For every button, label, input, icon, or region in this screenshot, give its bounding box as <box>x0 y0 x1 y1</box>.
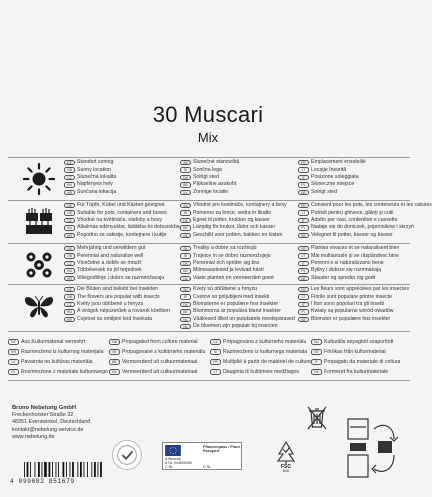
language-line <box>180 232 292 239</box>
language-line <box>298 308 410 315</box>
product-subtitle: Mix <box>197 130 219 145</box>
barcode-bar <box>27 462 29 477</box>
language-text: Egnet til potter, krukker og kasser <box>193 216 270 223</box>
language-text: Alkalmas edényekbe, ládákba és dobozokba <box>77 224 180 231</box>
language-line <box>298 252 410 259</box>
language-line <box>298 232 410 239</box>
language-code-badge: LT <box>210 369 221 375</box>
language-line <box>180 245 292 252</box>
language-text: Cvetovi so priljubljeni med insekti <box>193 293 270 300</box>
language-code-badge: FR <box>298 203 309 209</box>
origin-text: Razmnoženo iz kulturnog materijala <box>21 349 104 355</box>
language-line <box>298 286 410 293</box>
language-line <box>64 159 176 166</box>
language-code-badge: BE <box>180 225 191 231</box>
language-text: A virágok népszerűek a rovarok körében <box>77 308 170 315</box>
origin-line <box>8 368 108 376</box>
origin-text: Propagované z kultúrneho materiálu <box>122 349 206 355</box>
butterfly-icon <box>22 289 56 323</box>
language-line <box>298 260 410 267</box>
language-line <box>64 301 176 308</box>
language-line <box>298 174 410 181</box>
language-text: Sunny location <box>77 166 112 173</box>
language-line <box>298 181 410 188</box>
language-text: Velegnet til potter, kasser og kasser <box>311 231 393 238</box>
barcode-bar <box>77 462 78 477</box>
barcode-bar <box>35 462 36 477</box>
fsc-label: FSC <box>281 464 291 470</box>
language-text: Blommorna är populära bland insekter <box>193 308 281 315</box>
origin-text: Kulturális anyagból szaporított <box>324 339 394 345</box>
barcode-bar <box>72 462 74 477</box>
language-code-badge: IT <box>298 218 309 224</box>
barcode-bar <box>58 462 59 477</box>
origin-line <box>311 348 411 356</box>
barcode-bar <box>52 462 53 477</box>
language-line <box>180 267 292 274</box>
language-code-badge: PL <box>298 309 309 315</box>
language-code-badge: HR <box>64 190 75 196</box>
language-code-badge: SI <box>180 210 191 216</box>
language-text: Blomsterne er populære hos insekter <box>193 300 279 307</box>
language-line <box>298 245 410 252</box>
language-line <box>64 286 176 293</box>
language-code-badge: BE <box>180 268 191 274</box>
language-line <box>298 301 410 308</box>
barcode-bar <box>30 462 31 477</box>
language-code-badge: FR <box>298 287 309 293</box>
barcode-bar <box>24 462 25 477</box>
language-line <box>298 202 432 209</box>
language-line <box>180 308 292 315</box>
language-code-badge: NL <box>180 276 191 282</box>
language-code-badge: DE <box>64 246 75 252</box>
language-code-badge: LT <box>298 253 309 259</box>
language-text: Květy jsou oblíbené u hmyzu <box>77 300 144 307</box>
language-code-badge: HU <box>64 225 75 231</box>
language-code-badge: SK <box>180 287 191 293</box>
barcode-bar <box>44 462 47 477</box>
info-block-perennial <box>8 244 410 286</box>
language-code-badge: DE <box>64 287 75 293</box>
language-line <box>64 174 176 181</box>
language-text: Les fleurs sont appréciées par les insectes <box>311 286 410 293</box>
barcode-bar <box>42 462 43 477</box>
language-line <box>180 159 292 166</box>
origin-line <box>210 338 310 346</box>
certification-badge <box>112 440 142 470</box>
language-code-badge: SI <box>180 294 191 300</box>
company-website: www.nebelung.de <box>12 433 55 440</box>
language-line <box>64 217 176 224</box>
language-line <box>180 174 292 181</box>
origin-line <box>311 358 411 366</box>
language-code-badge: IT <box>298 175 309 181</box>
language-line <box>180 260 292 267</box>
company-address <box>12 405 152 441</box>
language-code-badge: SI <box>180 253 191 259</box>
info-block-insects <box>8 285 410 329</box>
language-text: De bloemen zijn populair bij insecten <box>193 323 278 330</box>
barcode-bar <box>38 462 40 477</box>
language-code-badge: GB <box>64 167 75 173</box>
barcode-bar <box>94 462 96 477</box>
language-text: Locaţie însorită <box>311 166 347 173</box>
language-code-badge: NL <box>180 324 191 330</box>
barcode-bar <box>84 462 85 477</box>
language-code-badge: IT <box>298 261 309 267</box>
language-code-badge: DK <box>180 175 191 181</box>
plant-passport <box>162 442 242 470</box>
language-line <box>180 315 295 323</box>
language-text: Trvalky a dobre sa rozširujú <box>193 245 257 252</box>
language-line <box>64 316 176 323</box>
origin-text: Rozmnożone z materiału kulturowego <box>21 369 108 375</box>
sun-icon <box>22 162 56 196</box>
language-line <box>298 159 410 166</box>
language-text: Convient pour les pots, les conteneurs et les caisses <box>311 202 432 209</box>
language-text: The flowers are popular with insects <box>77 293 160 300</box>
divider <box>8 380 410 381</box>
language-line <box>64 275 176 282</box>
language-code-badge: LV <box>8 359 19 365</box>
language-text: Emplacement ensoleillé <box>311 159 366 166</box>
language-code-badge: HU <box>64 182 75 188</box>
language-code-badge: GB <box>64 253 75 259</box>
barcode-bar <box>56 462 57 477</box>
passport-line-d: D NL <box>203 465 212 469</box>
language-line <box>298 267 410 274</box>
language-code-badge: GB <box>64 294 75 300</box>
language-code-badge: CZ <box>64 261 75 267</box>
language-line <box>180 224 292 231</box>
language-text: Mai multianuale şi se răspândesc bine <box>311 252 399 259</box>
language-code-badge: LT <box>298 294 309 300</box>
language-text: Potrivit pentru ghivece, găleţi şi cutii <box>311 209 394 216</box>
passport-line-a: A Muscari <box>165 457 181 461</box>
language-text: Nadaje się do doniczek, pojemników i skrzyń <box>311 224 414 231</box>
language-code-badge: SE <box>298 233 309 239</box>
origin-text: Propagated from culture material <box>122 339 198 345</box>
flowers-icon <box>22 248 56 282</box>
origin-line <box>8 358 108 366</box>
language-code-badge: SK <box>180 160 191 166</box>
language-text: Florile sunt populare printre insecte <box>311 293 393 300</box>
passport-line-b: B NL 944600289 <box>165 461 192 465</box>
language-line <box>180 166 292 173</box>
language-code-badge: BE <box>180 309 191 315</box>
planter-boxes-icon <box>22 205 56 239</box>
origin-line <box>109 348 209 356</box>
language-text: Kwiaty są popularne wśród owadów <box>311 308 394 315</box>
language-text: Napfényes hely <box>77 181 113 188</box>
language-text: Sunčana lokacija <box>77 188 117 195</box>
barcode-bar <box>98 462 99 477</box>
company-email: kontakt@nebelung-service.de <box>12 426 84 433</box>
language-code-badge: HU <box>64 268 75 274</box>
language-text: Zonnige locatie <box>193 188 229 195</box>
language-line <box>180 202 292 209</box>
language-text: Višegodišnje i dobro se razmnožavaju <box>77 274 165 281</box>
barcode-bar <box>80 462 82 477</box>
language-text: Kvety sú obľúbené u hmyzu <box>193 286 258 293</box>
language-line <box>64 224 180 231</box>
language-text: Perennial and naturalize well <box>77 252 144 259</box>
language-code-badge: SE <box>311 349 322 355</box>
language-line <box>298 316 410 323</box>
origin-text: Dauginta iš kultūrinės medžiagos <box>223 369 300 375</box>
language-line <box>180 275 292 282</box>
origin-line <box>109 368 209 376</box>
language-code-badge: BE <box>109 359 120 365</box>
language-line <box>298 217 410 224</box>
barcode-bar <box>91 462 92 477</box>
language-text: Blomster er populære hos insekter <box>311 315 391 322</box>
language-text: I fiori sono popolari tra gli insetti <box>311 300 384 307</box>
language-line <box>180 181 292 188</box>
language-text: Posizione soleggiata <box>311 173 359 180</box>
language-code-badge: FR <box>298 160 309 166</box>
check-icon <box>113 441 141 469</box>
language-code-badge: SI <box>180 167 191 173</box>
language-code-badge: HR <box>64 317 75 323</box>
language-text: Mitmeaastesed ja levivad hästi <box>193 267 264 274</box>
language-code-badge: LV <box>180 190 191 196</box>
language-code-badge: CZ <box>210 339 221 345</box>
language-code-badge: DE <box>64 203 75 209</box>
language-text: Vhodné pre kvetináče, kontajnery a boxy <box>193 202 287 209</box>
language-line <box>298 275 410 282</box>
language-code-badge: DE <box>64 160 75 166</box>
language-text: Solrigt sted <box>193 173 219 180</box>
language-code-badge: FR <box>298 246 309 252</box>
company-street: Freckenhorster Straße 32 <box>12 412 74 419</box>
language-code-badge: HU <box>311 339 322 345</box>
origin-line <box>311 368 411 376</box>
passport-heading: Pflanzenpass / Plant Passport <box>203 445 240 454</box>
language-code-badge: FR <box>210 359 221 365</box>
barcode-number: 4 099682 851679 <box>10 478 75 485</box>
language-text: Mehrjährig und verwildern gut <box>77 245 146 252</box>
origin-line <box>311 338 411 346</box>
language-code-badge: CZ <box>64 175 75 181</box>
language-text: Standort sonnig <box>77 159 114 166</box>
origin-text: Förökas från kulturmaterial <box>324 349 386 355</box>
origin-line <box>109 358 209 366</box>
language-code-badge: LT <box>298 210 309 216</box>
language-text: Die Blüten sind beliebt bei Insekten <box>77 286 159 293</box>
language-text: Cvjetovi su omiljeni kod insekata <box>77 315 152 322</box>
language-text: Für Töpfe, Kübel und Kästen geeignet <box>77 202 165 209</box>
language-line <box>64 308 176 315</box>
language-text: Plantes vivaces et se naturalisent bien <box>311 245 400 252</box>
language-text: Byliny i dobrze się rozmnażają <box>311 267 382 274</box>
language-line <box>180 189 292 196</box>
eu-flag-icon <box>165 445 181 456</box>
origin-text: Propagováno z kultúrneho materiálu <box>223 339 307 345</box>
language-text: Stauder og spreder sig godt <box>311 274 376 281</box>
origin-text: Vermeerderd uit cultuurmateriaal <box>122 359 198 365</box>
language-text: Perenni e si naturalizzano bene <box>311 259 384 266</box>
language-text: Lämplig för krukor, lådor och kasser <box>193 224 276 231</box>
language-text: Adatto per vasi, contenitori e cassette <box>311 216 398 223</box>
language-line <box>64 252 176 259</box>
company-city: 48351 Everswinkel, Deutschland <box>12 419 91 426</box>
language-line <box>64 260 176 267</box>
language-code-badge: PL <box>298 268 309 274</box>
origin-line <box>109 338 209 346</box>
language-code-badge: SK <box>180 246 191 252</box>
language-code-badge: GB <box>109 339 120 345</box>
language-code-badge: SE <box>298 317 309 323</box>
origin-text: Vermeerderd uit cultuurmateriaal <box>122 369 198 375</box>
language-code-badge: IT <box>311 359 322 365</box>
language-code-badge: BE <box>180 182 191 188</box>
language-code-badge: LT <box>298 167 309 173</box>
origin-text: Propagato da materiale di coltura <box>324 359 401 365</box>
crossed-bin-icon <box>306 405 328 431</box>
language-text: Sončna lega <box>193 166 222 173</box>
company-name: Bruno Nebelung GmbH <box>12 405 77 411</box>
language-line <box>64 209 176 216</box>
barcode-bar <box>49 462 51 477</box>
barcode-bar <box>63 462 65 477</box>
language-line <box>298 166 410 173</box>
origin-text: Pavairota no kultūras materiāla <box>21 359 93 365</box>
language-code-badge: CZ <box>64 302 75 308</box>
language-code-badge: NL <box>180 317 191 323</box>
divider <box>8 331 410 332</box>
origin-line <box>210 358 310 366</box>
language-line <box>180 286 292 293</box>
language-text: Vaste planten en vermeerden goed <box>193 274 274 281</box>
language-code-badge: PL <box>298 182 309 188</box>
language-code-badge: PL <box>298 225 309 231</box>
language-code-badge: DK <box>311 369 322 375</box>
language-line <box>64 267 176 274</box>
language-text: Vääkesed lilled on putukatele meelepärased <box>193 315 295 322</box>
language-code-badge: NL <box>180 233 191 239</box>
product-title: 30 Muscari <box>152 102 264 127</box>
language-line <box>64 166 176 173</box>
language-code-badge: CZ <box>64 218 75 224</box>
language-line <box>180 301 292 308</box>
language-text: Primerno za lonce, vedra in škatle <box>193 209 272 216</box>
language-code-badge: HR <box>8 349 19 355</box>
barcode-bar <box>70 462 71 477</box>
language-code-badge: HR <box>64 276 75 282</box>
language-code-badge: DK <box>180 218 191 224</box>
origin-line <box>210 368 310 376</box>
language-code-badge: DK <box>180 261 191 267</box>
language-line <box>180 323 292 330</box>
language-line <box>180 209 292 216</box>
language-code-badge: SE <box>298 190 309 196</box>
language-line <box>298 209 410 216</box>
language-text: Vhodné na květináče, nádoby a boxy <box>77 216 163 223</box>
language-code-badge: PL <box>8 369 19 375</box>
language-code-badge: IT <box>298 302 309 308</box>
language-code-badge: DE <box>8 339 19 345</box>
language-code-badge: SE <box>298 276 309 282</box>
origin-line <box>8 338 108 346</box>
language-code-badge: SK <box>180 203 191 209</box>
passport-line-c: C NL <box>165 465 174 469</box>
barcode-bar <box>66 462 67 477</box>
fsc-sub: MIX <box>282 469 290 473</box>
language-code-badge: DK <box>180 302 191 308</box>
origin-text: Aus Kulturmaterial vermehrt <box>21 339 86 345</box>
language-text: Pāikseline asukoht <box>193 181 237 188</box>
language-text: Słoneczne miejsce <box>311 181 355 188</box>
fsc-logo <box>274 440 298 474</box>
language-line <box>180 293 292 300</box>
language-text: Slunečná lokalita <box>77 173 117 180</box>
language-code-badge: SK <box>109 349 120 355</box>
language-text: Trajnice in se dobro razmnožujejo <box>193 252 271 259</box>
language-text: Solrigt sted <box>311 188 337 195</box>
language-line <box>298 293 410 300</box>
origin-line <box>8 348 108 356</box>
origin-text: Razmnoženo iz kulturnega materiala <box>223 349 308 355</box>
language-text: Pogodno za sakisije, kontejnere i kutije <box>77 231 167 238</box>
language-line <box>180 252 292 259</box>
language-line <box>64 202 176 209</box>
info-block-sun <box>8 158 410 200</box>
language-line <box>64 189 176 196</box>
language-line <box>298 189 410 196</box>
language-text: Slunečné stanoviště <box>193 159 240 166</box>
language-line <box>64 293 176 300</box>
recycling-sort-icon <box>334 415 406 483</box>
language-line <box>298 224 414 231</box>
origin-text: Formeret fra kulturmateriale <box>324 369 388 375</box>
language-line <box>64 245 176 252</box>
language-text: Perennial och sprider sig bra <box>193 259 260 266</box>
language-text: Geschikt voor potten, bakken en kisten <box>193 231 283 238</box>
barcode-bar <box>100 462 102 477</box>
language-line <box>64 232 176 239</box>
language-code-badge: GB <box>64 210 75 216</box>
language-code-badge: HU <box>64 309 75 315</box>
language-text: Többévesek és jól terjednek <box>77 267 142 274</box>
barcode-bar <box>87 462 88 477</box>
origin-line <box>210 348 310 356</box>
language-code-badge: NL <box>109 369 120 375</box>
language-code-badge: HR <box>64 233 75 239</box>
origin-text: Multiplié à partir de matériel de culture <box>223 359 311 365</box>
language-code-badge: SI <box>210 349 221 355</box>
language-text: Vícečetné a dobře se množí <box>77 259 142 266</box>
language-line <box>64 181 176 188</box>
info-block-containers <box>8 201 432 243</box>
language-text: Suitable for pots, containers and boxes <box>77 209 167 216</box>
